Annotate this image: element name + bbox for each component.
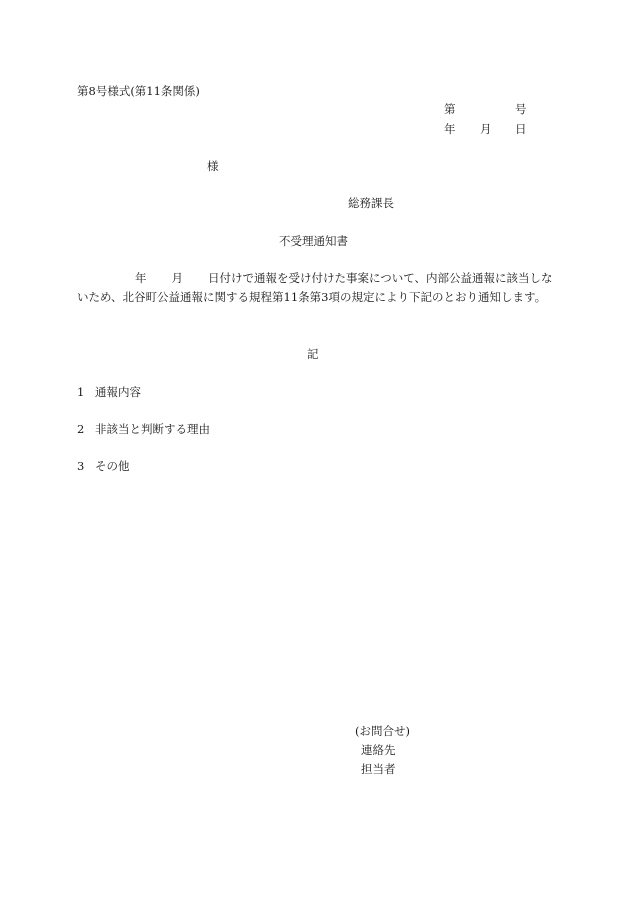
form-label: 第8号様式(第11条関係) [77,84,200,98]
doc-number-suffix: 号 [515,102,527,116]
body-year-label: 年 [135,271,147,285]
body-paragraph [77,269,553,307]
ki-label: 記 [307,347,319,361]
item-3-label: その他 [95,459,130,473]
item-1-number: 1 [77,385,85,399]
body-text: 日付けで通報を受け付けた事案について、内部公益通報に該当しないため、北谷町公益通報に関する規程第11条第3項の規定により下記のとおり通知します。 [77,271,553,304]
item-2-label: 非該当と判断する理由 [95,422,210,436]
recipient-honorific: 様 [207,159,219,173]
item-3-number: 3 [77,459,85,473]
contact-heading: (お問合せ) [355,724,410,738]
contact-line-1: 連絡先 [361,743,396,757]
date-month-label: 月 [480,122,492,136]
contact-line-2: 担当者 [361,762,396,776]
body-month-label: 月 [171,271,183,285]
sender-title: 総務課長 [348,196,394,210]
item-2-number: 2 [77,422,85,436]
date-year-label: 年 [444,122,456,136]
doc-number-prefix: 第 [444,102,456,116]
date-day-label: 日 [515,122,527,136]
document-title: 不受理通知書 [279,234,348,248]
item-1-label: 通報内容 [95,385,141,399]
